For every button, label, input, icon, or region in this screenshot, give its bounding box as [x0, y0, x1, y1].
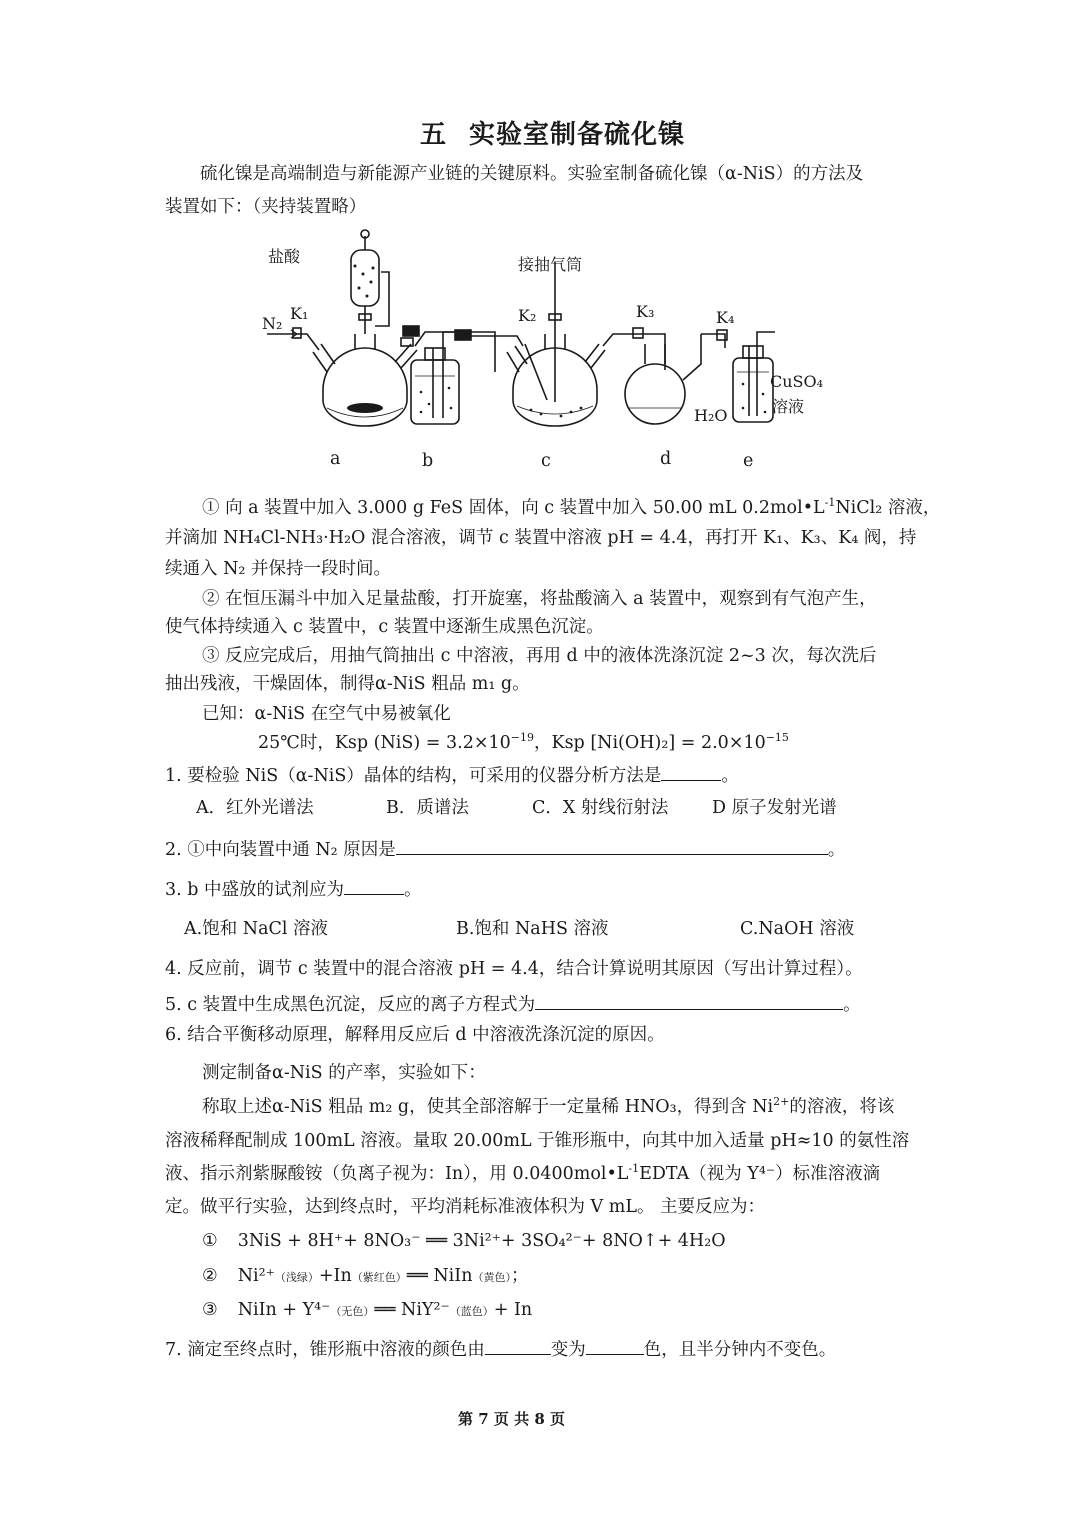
answer-blank-q3[interactable] [344, 876, 404, 895]
known-line-1: 已知：α-NiS 在空气中易被氧化 [202, 704, 451, 724]
step-1-line-2: 并滴加 NH₄Cl-NH₃·H₂O 混合溶液，调节 c 装置中溶液 pH = 4.4，再打开 K₁、K₃、K₄ 阀，持 [165, 528, 917, 548]
label-n2: N₂ [262, 314, 283, 333]
flask-d [625, 334, 701, 424]
step-2-line-2: 使气体持续通入 c 装置中，c 装置中逐渐生成黑色沉淀。 [165, 617, 604, 637]
label-solution: 溶液 [772, 397, 805, 416]
step-3-line-1: ③ 反应完成后，用抽气筒抽出 c 中溶液，再用 d 中的液体洗涤沉淀 2~3 次，每次洗后 [202, 646, 877, 666]
step-1-line-3: 续通入 N₂ 并保持一段时间。 [165, 559, 391, 579]
answer-blank-q7-to[interactable] [586, 1336, 644, 1355]
q1-option-d[interactable]: D 原子发射光谱 [712, 798, 837, 818]
answer-blank-q5[interactable] [535, 991, 843, 1010]
question-3: 3. b 中盛放的试剂应为 。 [165, 876, 422, 901]
bottle-b [411, 348, 459, 424]
yield-heading: 测定制备α-NiS 的产率，实验如下： [202, 1063, 486, 1083]
intro-line-1: 硫化镍是高端制造与新能源产业链的关键原料。实验室制备硫化镍（α-NiS）的方法及 [200, 164, 864, 184]
apparatus-label-a: a [330, 449, 341, 469]
q3-option-a[interactable]: A.饱和 NaCl 溶液 [184, 919, 329, 939]
known-ksp: 25℃时，Ksp $(NiS) = 3.2\times 10^{-19}$，Ksp $[Ni(OH)_2] = 2.0\times 10^{-15}$ [258, 731, 789, 753]
bottle-e [733, 332, 775, 422]
apparatus-label-e: e [743, 451, 754, 471]
q1-option-a[interactable]: A．红外光谱法 [196, 798, 314, 818]
apparatus-label-b: b [422, 451, 434, 471]
q1-option-b[interactable]: B．质谱法 [386, 798, 469, 818]
section-number: 五 [420, 120, 448, 150]
apparatus-label-c: c [541, 451, 551, 471]
label-k2: K₂ [518, 306, 537, 325]
question-2: 2. ①中向装置中通 N₂ 原因是 。 [165, 836, 845, 861]
question-6: 6. 结合平衡移动原理，解释用反应后 d 中溶液洗涤沉淀的原因。 [165, 1025, 665, 1045]
yield-para-line-1: 称取上述α-NiS 粗品 m₂ g，使其全部溶解于一定量稀 HNO₃，得到含 $Ni^{2+}$的溶液，将该 [202, 1095, 895, 1117]
answer-blank-q7-from[interactable] [485, 1336, 551, 1355]
question-5: 5. c 装置中生成黑色沉淀，反应的离子方程式为 。 [165, 991, 861, 1016]
q3-option-c[interactable]: C.NaOH 溶液 [740, 919, 855, 939]
label-k1: K₁ [290, 304, 309, 323]
intro-line-2: 装置如下：（夹持装置略） [165, 197, 367, 217]
step-1-line-1: ① 向 a 装置中加入 3.000 g FeS 固体，向 c 装置中加入 50.00 mL $0.2mol•L^{-1}NiCl_2$ 溶液， [202, 496, 941, 518]
reaction-2: ② Ni²⁺（浅绿）+In（紫红色）══ NiIn（黄色）； [202, 1266, 529, 1286]
question-4: 4. 反应前，调节 c 装置中的混合溶液 pH = 4.4，结合计算说明其原因（写出计算过程）。 [165, 959, 863, 979]
label-syringe: 接抽气筒 [518, 255, 583, 274]
reaction-3: ③ NiIn + Y⁴⁻（无色）══ NiY²⁻（蓝色）+ In [202, 1300, 533, 1320]
q1-option-c[interactable]: C．X 射线衍射法 [532, 798, 669, 818]
yield-para-line-3: 液、指示剂紫脲酸铵（负离子视为：In），用 $0.0400mol•L^{-1}EDTA$（视为 Y⁴⁻）标准溶液滴 [165, 1162, 881, 1184]
answer-blank-q1[interactable] [661, 762, 721, 781]
step-2-line-1: ② 在恒压漏斗中加入足量盐酸，打开旋塞，将盐酸滴入 a 装置中，观察到有气泡产生， [202, 589, 877, 609]
step-3-line-2: 抽出残液，干燥固体，制得α-NiS 粗品 m₁ g。 [165, 674, 530, 694]
label-k3: K₃ [636, 302, 655, 321]
question-1: 1. 要检验 NiS（α-NiS）晶体的结构，可采用的仪器分析方法是 。 [165, 762, 739, 787]
page-footer: 第 7 页 共 8 页 [458, 1410, 565, 1428]
q3-option-b[interactable]: B.饱和 NaHS 溶液 [456, 919, 609, 939]
label-water: H₂O [694, 406, 728, 425]
reaction-1: ① 3NiS + 8H⁺+ 8NO₃⁻ ══ 3Ni²⁺+ 3SO₄²⁻+ 8NO↑+ 4H₂O [202, 1231, 726, 1251]
question-7: 7. 滴定至终点时，锥形瓶中溶液的颜色由 变为 色，且半分钟内不变色。 [165, 1336, 836, 1361]
section-title-text: 实验室制备硫化镍 [469, 120, 686, 150]
apparatus-label-d: d [660, 449, 672, 469]
yield-para-line-4: 定。做平行实验，达到终点时，平均消耗标准液体积为 V mL。 主要反应为： [165, 1197, 766, 1217]
section-title [420, 114, 685, 151]
label-k4: K₄ [716, 308, 735, 327]
answer-blank-q2[interactable] [396, 836, 828, 855]
label-cuso4: CuSO₄ [770, 372, 824, 391]
label-acid: 盐酸 [268, 247, 301, 266]
yield-para-line-2: 溶液稀释配制成 100mL 溶液。量取 20.00mL 于锥形瓶中，向其中加入适量 pH≈10 的氨性溶 [165, 1131, 910, 1151]
